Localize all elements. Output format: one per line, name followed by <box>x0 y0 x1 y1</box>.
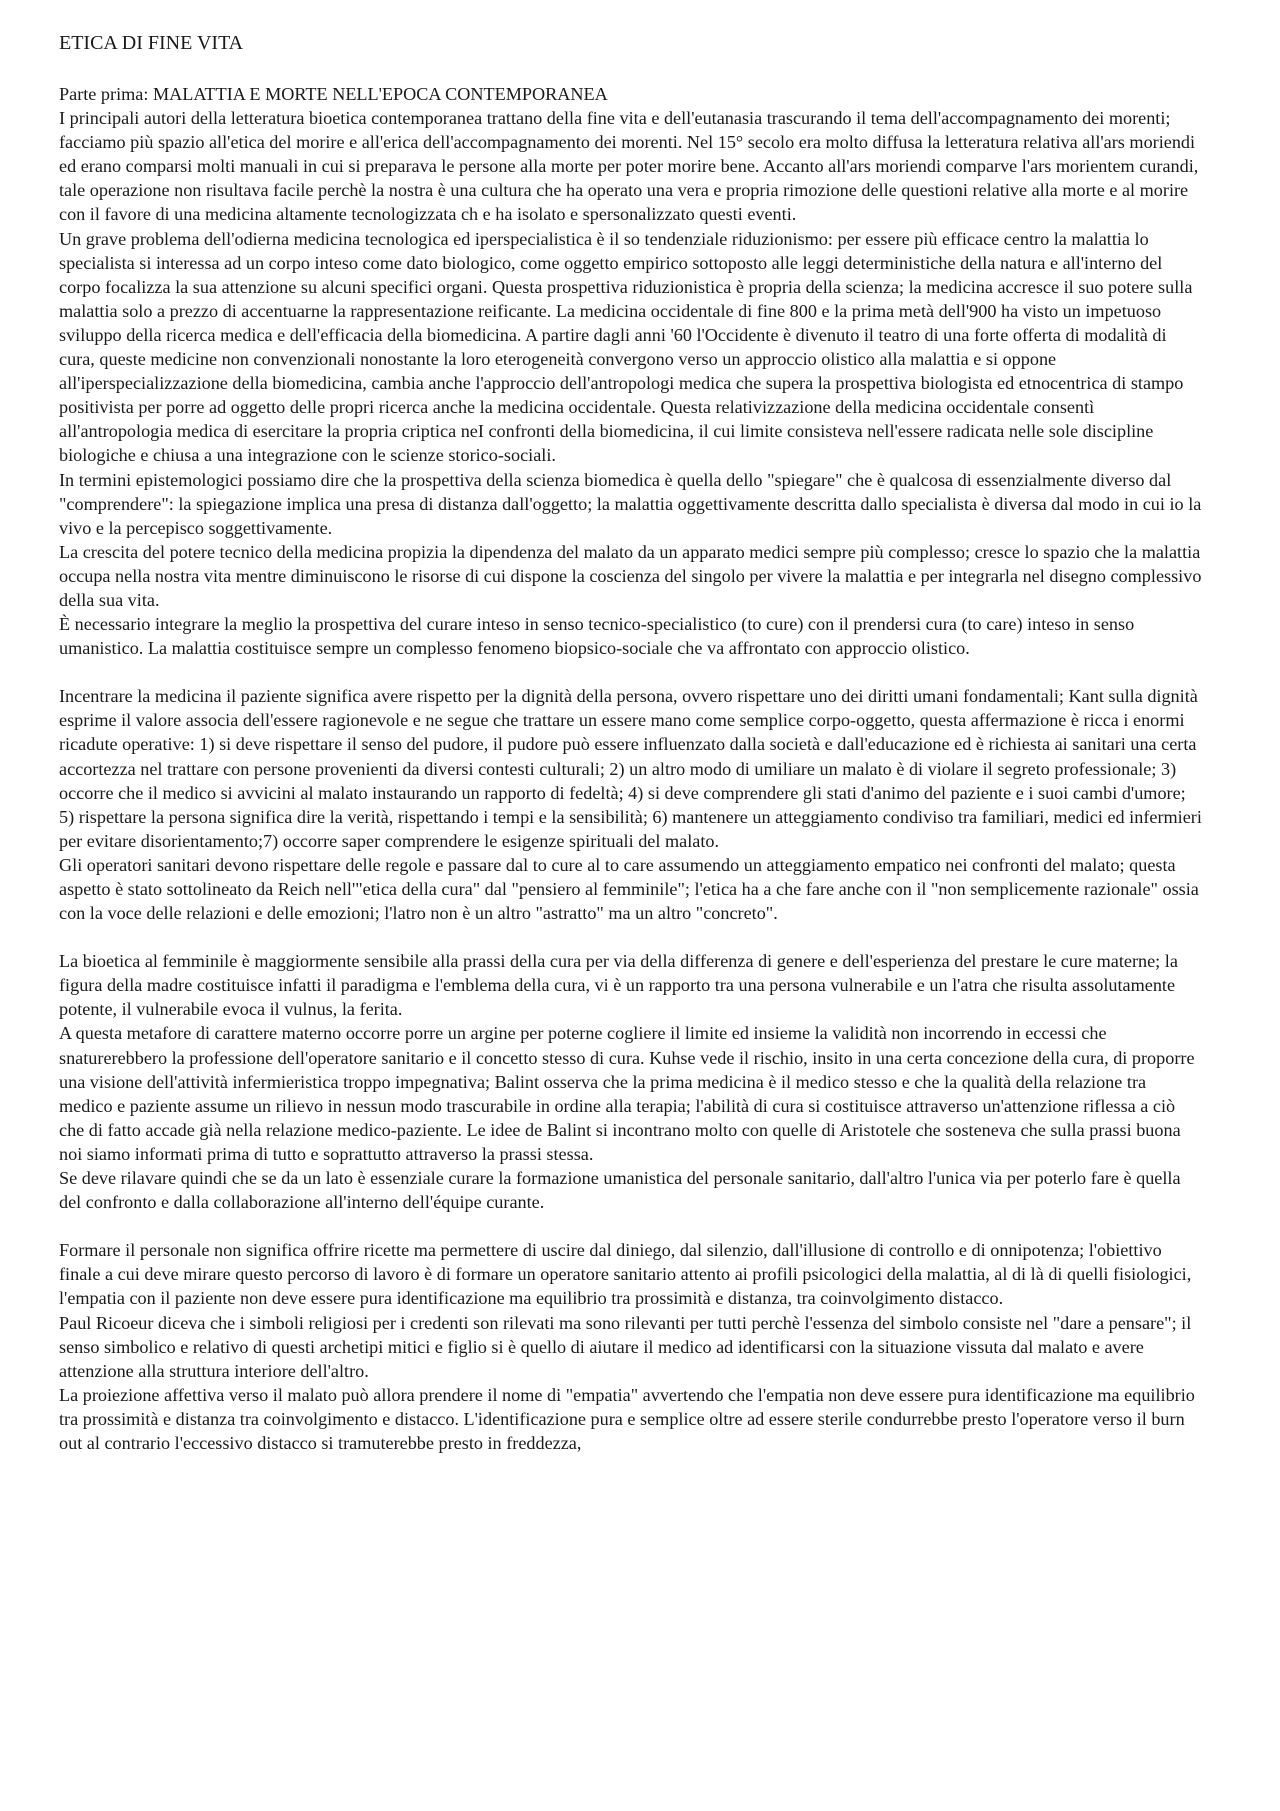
paragraph: La crescita del potere tecnico della medicina propizia la dipendenza del malato da un apparato medici sempre più complesso; cresce lo spazio che la malattia occupa nella nostra vita mentre diminuiscono le risorse di cui dispone la coscienza del singolo per vivere la malattia e per integrarla nel disegno complessivo della sua vita. <box>59 541 1202 610</box>
paragraph: Formare il personale non significa offrire ricette ma permettere di uscire dal diniego, dal silenzio, dall'illusione di controllo e di onnipotenza; l'obiettivo finale a cui deve mirare questo percorso di lavoro è di formare un operatore sanitario attento ai profili psicologici della malattia, al di là di quelli fisiologici, l'empatia con il paziente non deve essere pura identificazione ma equilibrio tra prossimità e distanza, tra coinvolgimento distacco. <box>59 1240 1192 1309</box>
paragraph: La proiezione affettiva verso il malato può allora prendere il nome di "empatia" avvertendo che l'empatia non deve essere pura identificazione ma equilibrio tra prossimità e distanza tra coinvolgimento e distacco. L'identificazione pura e semplice oltre ad essere sterile condurrebbe presto l'operatore verso il burn out al contrario l'eccessivo distacco si tramuterebbe presto in freddezza, <box>59 1384 1195 1453</box>
section-gap <box>59 925 1202 949</box>
document-title: ETICA DI FINE VITA <box>59 32 244 54</box>
document-page <box>59 28 1202 1455</box>
paragraph: A questa metafore di carattere materno occorre porre un argine per poterne cogliere il limite ed insieme la validità non incorrendo in eccessi che snaturerebbero la professione dell'operatore sanitario e il concetto stesso di cura. Kuhse vede il rischio, insito in una certa concezione della cura, di proporre una visione dell'attività infermieristica troppo impegnativa; Balint osserva che la prima medicina è il medico stesso e che la qualità della relazione tra medico e paziente assume un rilievo in nessun modo trascurabile in ordine alla terapia; l'abilità di cura si costituisce attraverso un'attenzione riflessa a ciò che di fatto accade già nella relazione medico-paziente. Le idee de Balint si incontrano molto con quelle di Aristotele che sosteneva che sulla prassi buona noi siamo informati prima di tutto e soprattutto attraverso la prassi stessa. <box>59 1023 1195 1164</box>
paragraph: Gli operatori sanitari devono rispettare delle regole e passare dal to cure al to care assumendo un atteggiamento empatico nei confronti del malato; questa aspetto è stato sottolineato da Reich nell'"etica della cura" dal "pensiero al femminile"; l'etica ha a che fare anche con il "non semplicemente razionale" ossia con la voce delle relazioni e delle emozioni; l'latro non è un altro "astratto" ma un altro "concreto". <box>59 854 1199 924</box>
paragraph: Se deve rilavare quindi che se da un lato è essenziale curare la formazione umanistica del personale sanitario, dall'altro l'unica via per poterlo fare è quella del confronto e dalla collaborazione all'interno dell'équipe curante. <box>59 1168 1181 1213</box>
section-3 <box>59 949 1202 1214</box>
paragraph: Paul Ricoeur diceva che i simboli religiosi per i credenti son rilevati ma sono rilevanti per tutti perchè l'essenza del simbolo consiste nel "dare a pensare"; il senso simbolico e relativo di questi archetipi mitici e figlio si è quello di aiutare il medico ad identificarsi con la situazione vissuta dal malato e avere attenzione alla struttura interiore dell'altro. <box>59 1312 1192 1381</box>
section-gap <box>59 660 1202 684</box>
paragraph: In termini epistemologici possiamo dire che la prospettiva della scienza biomedica è quella dello "spiegare" che è qualcosa di essenzialmente diverso dal "comprendere": la spiegazione implica una presa di distanza dall'oggetto; la malattia oggettivamente descritta dallo specialista è diversa dal modo in cui io la vivo e la percepisco soggettivamente. <box>59 469 1202 538</box>
paragraph: La bioetica al femminile è maggiormente sensibile alla prassi della cura per via della differenza di genere e dell'esperienza del prestare le cure materne; la figura della madre costituisce infatti il paradigma e l'emblema della cura, vi è un rapporto tra una persona vulnerabile e un l'atra che risulta assolutamente potente, il vulnerabile evoca il vulnus, la ferita. <box>59 951 1178 1020</box>
section-gap <box>59 1214 1202 1238</box>
section-1 <box>59 82 1202 660</box>
paragraph: È necessario integrare la meglio la prospettiva del curare inteso in senso tecnico-specialistico (to cure) con il prendersi cura (to care) inteso in senso umanistico. La malattia costituisce sempre un complesso fenomeno biopsico-sociale che va affrontato con approccio olistico. <box>59 614 1135 659</box>
section-heading: Parte prima: MALATTIA E MORTE NELL'EPOCA CONTEMPORANEA <box>59 84 608 104</box>
section-4 <box>59 1238 1202 1455</box>
section-2 <box>59 684 1202 925</box>
title-spacer <box>59 58 1202 82</box>
paragraph: Un grave problema dell'odierna medicina tecnologica ed iperspecialistica è il so tendenziale riduzionismo: per essere più efficace centro la malattia lo specialista si interessa ad un corpo inteso come dato biologico, come oggetto empirico sottoposto alle leggi deterministiche della natura e all'interno del corpo focalizza la sua attenzione su alcuni specifici organi. Questa prospettiva riduzionistica è propria della scienza; la medicina accresce il suo potere sulla malattia solo a prezzo di accentuarne la rappresentazione reificante. La medicina occidentale di fine 800 e la prima metà dell'900 ha visto un impetuoso sviluppo della ricerca medica e dell'efficacia della biomedicina. A partire dagli anni '60 l'Occidente è divenuto il teatro di una forte offerta di modalità di cura, queste medicine non convenzionali nonostante la loro eterogeneità convergono verso un approccio olistico alla malattia e si oppone all'iperspecializzazione della biomedicina, cambia anche l'approccio dell'antropologi medica che supera la prospettiva biologista ed etnocentrica di stampo positivista per porre ad oggetto delle propri ricerca anche la medicina occidentale. Questa relativizzazione della medicina occidentale consentì all'antropologia medica di esercitare la propria criptica neI confronti della biomedicina, il cui limite consisteva nell'essere radicata nelle sole discipline biologiche e chiusa a una integrazione con le scienze storico-sociali. <box>59 228 1193 466</box>
paragraph: Incentrare la medicina il paziente significa avere rispetto per la dignità della persona, ovvero rispettare uno dei diritti umani fondamentali; Kant sulla dignità esprime il valore associa dell'essere ragionevole e ne segue che trattare un essere mano come semplice corpo-oggetto, questa affermazione è ricca i enormi ricadute operative: 1) si deve rispettare il senso del pudore, il pudore può essere influenzato dalla società e dall'educazione ed è richiesta ai sanitari una certa accortezza nel trattare con persone provenienti da diversi contesti culturali; 2) un altro modo di umiliare un malato è di violare il segreto professionale; 3) occorre che il medico si avvicini al malato instaurando un rapporto di fedeltà; 4) si deve comprendere gli stati d'animo del paziente e i suoi cambi d'umore; 5) rispettare la persona significa dire la verità, rispettando i tempi e la sensibilità; 6) mantenere un atteggiamento condiviso tra familiari, medici ed infermieri per evitare disorientamento;7) occorre saper comprendere le esigenze spirituali del malato. <box>59 686 1202 851</box>
paragraph: I principali autori della letteratura bioetica contemporanea trattano della fine vita e dell'eutanasia trascurando il tema dell'accompagnamento dei morenti; facciamo più spazio all'etica del morire e all'erica dell'accompagnamento dei morenti. Nel 15° secolo era molto diffusa la letteratura relativa all'ars moriendi ed erano comparsi molti manuali in cui si preparava le persone alla morte per poter morire bene. Accanto all'ars moriendi comparve l'ars morientem curandi, tale operazione non risultava facile perchè la nostra è una cultura che ha operato una vera e propria rimozione delle questioni relative alla morte e al morire con il favore di una medicina altamente tecnologizzata ch e ha isolato e spersonalizzato questi eventi. <box>59 108 1199 225</box>
